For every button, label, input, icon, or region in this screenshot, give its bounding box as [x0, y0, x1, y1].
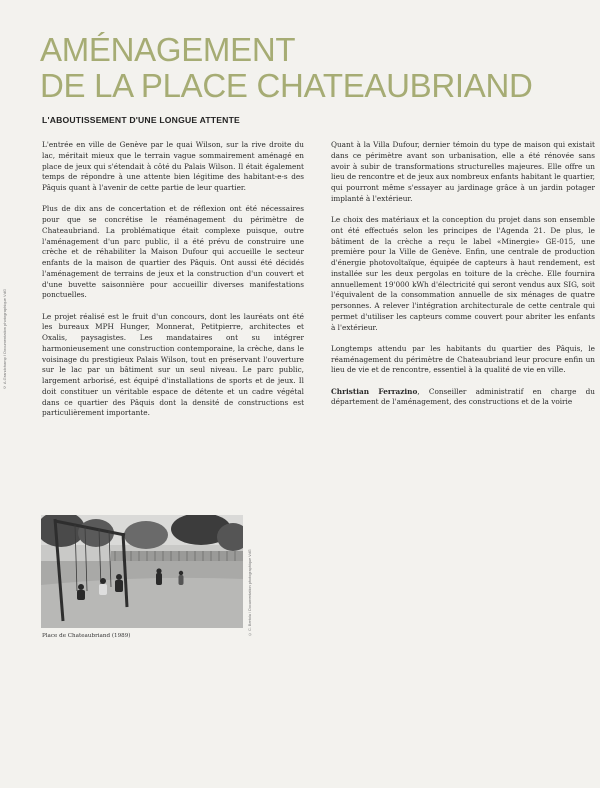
photo-caption: Place de Chateaubriand (1989)	[42, 633, 131, 639]
title-line-2: DE LA PLACE CHATEAUBRIAND	[40, 67, 533, 104]
playground-photo	[41, 515, 243, 628]
signature	[331, 387, 595, 409]
photo-credit: © C. Bertola / Documentation photographique VdG	[248, 549, 252, 636]
paragraph: Le projet réalisé est le fruit d'un concours, dont les lauréats ont été les bureaux MPH Hunger, Monnerat, Petitpierre, architectes et Oxalis, paysagistes. Les mandataires ont su intégrer harmonieusement une construction contemporaine, la crèche, dans le voisinage du prestigieux Palais Wilson, tout en préservant l'ouverture sur le lac par un bâtiment sur un seul niveau. Le parc public, largement arborisé, est équipé d'installations de sports et de jeux. Il doit constituer un véritable espace de détente et un cadre végétal dans ce quartier des Pâquis dont la densité de constructions est particulièrement importante.	[42, 311, 304, 418]
article-subtitle: L'ABOUTISSEMENT D'UNE LONGUE ATTENTE	[42, 115, 240, 125]
title-line-1: AMÉNAGEMENT	[40, 31, 296, 68]
left-column	[42, 140, 304, 430]
signature-name: Christian Ferrazino	[331, 386, 418, 396]
right-column	[331, 140, 595, 419]
paragraph: L'entrée en ville de Genève par le quai Wilson, sur la rive droite du lac, méritait mieux que le terrain vague sommairement aménagé en place de jeux qui s'étendait à côté du Palais Wilson. Il était également temps de répondre à une attente bien légitime des habitant-e-s des Pâquis quant à l'avenir de cette partie de leur quartier.	[42, 140, 304, 192]
signature-role: , Conseiller administratif en charge du département de l'aménagement, des constructions et de la voirie	[331, 386, 595, 407]
paragraph: Le choix des matériaux et la conception du projet dans son ensemble ont été effectués selon les principes de l'Agenda 21. De plus, le bâtiment de la crèche a reçu le label «Minergie» GE-015, une première pour la Ville de Genève. Enfin, une centrale de production d'énergie photovoltaïque, équipée de capteurs à haut rendement, est installée sur les deux pergolas en toiture de la crèche. Elle fournira annuellement 19'000 kWh d'électricité qui seront vendus aux SIG, soit l'équivalent de la consommation annuelle de six ménages de quatre personnes. A relever l'intégration architecturale de cette centrale qui permet d'utiliser les capteurs comme couvert pour abriter les enfants à l'extérieur.	[331, 215, 595, 332]
photo-illustration	[41, 515, 243, 628]
paragraph: Plus de dix ans de concertation et de réflexion ont été nécessaires pour que se concrétise le réaménagement du périmètre de Chateaubriand. La problématique était complexe puisque, outre l'aménagement d'un parc public, il a été prévu de construire une crèche et de réhabiliter la Maison Dufour qui accueille le secteur enfants de la maison de quartier des Pâquis. Ont aussi été décidés l'aménagement de terrains de jeux et la construction d'un couvert et d'une buvette saisonnière pour accueillir diverses manifestations ponctuelles.	[42, 204, 304, 300]
paragraph: Quant à la Villa Dufour, dernier témoin du type de maison qui existait dans ce périmètre avant son urbanisation, elle a été rénovée sans avoir à subir de transformations structurelles majeures. Elle offre un lieu de rencontre et de jeux aux nombreux enfants habitant le quartier, qui pourront même s'essayer au jardinage grâce à un jardin potager implanté à l'extérieur.	[331, 140, 595, 203]
paragraph: Longtemps attendu par les habitants du quartier des Pâquis, le réaménagement du périmètre de Chateaubriand leur procure enfin un lieu de vie et de rencontre, essentiel à la qualité de vie en ville.	[331, 343, 595, 375]
article-title	[40, 32, 533, 104]
side-photo-credit: © A.Grandchamp / Documentation photographique VdG	[2, 288, 7, 390]
